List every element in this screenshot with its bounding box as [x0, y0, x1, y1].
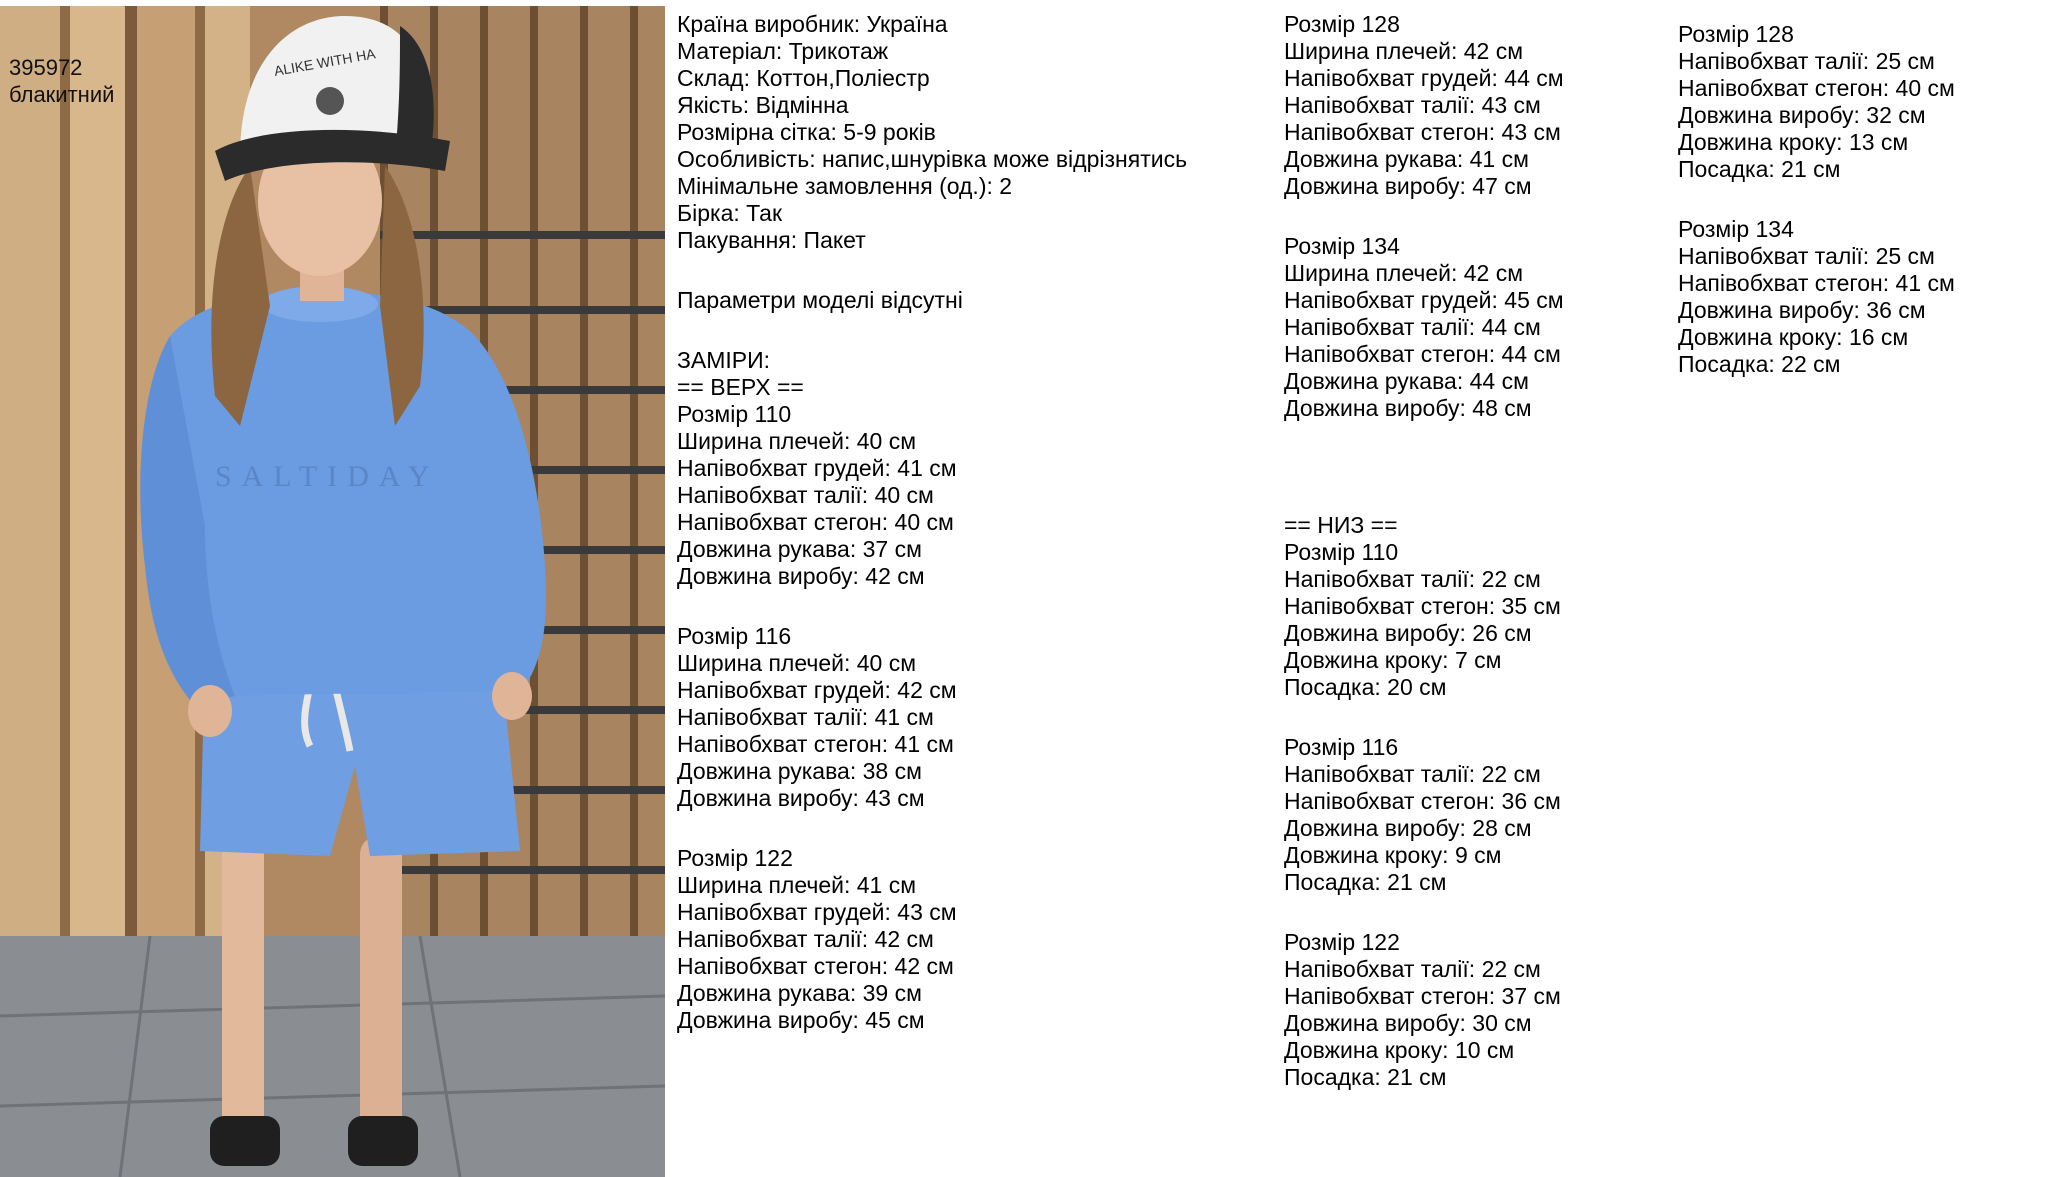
size-line: Посадка: 22 см [1678, 351, 1841, 377]
size-line: Довжина виробу: 30 см [1284, 1010, 1532, 1036]
info-line: Мінімальне замовлення (од.): 2 [677, 173, 1013, 199]
size-line: Довжина рукава: 39 см [677, 980, 922, 1006]
size-line: Довжина кроку: 7 см [1284, 647, 1502, 673]
size-line: Довжина рукава: 37 см [677, 536, 922, 562]
size-line: Напівобхват стегон: 40 см [677, 509, 954, 535]
size-line: Довжина виробу: 28 см [1284, 815, 1532, 841]
size-line: Напівобхват стегон: 44 см [1284, 341, 1561, 367]
size-line: Ширина плечей: 41 см [677, 872, 917, 898]
specs-column-1 [677, 11, 1187, 1034]
size-line: Довжина рукава: 38 см [677, 758, 922, 784]
product-photo [0, 6, 665, 1177]
size-line: Напівобхват талії: 44 см [1284, 314, 1541, 340]
size-line: Довжина кроку: 16 см [1678, 324, 1909, 350]
size-line: Напівобхват грудей: 41 см [677, 455, 957, 481]
info-line: Матеріал: Трикотаж [677, 38, 889, 64]
size-line: Напівобхват стегон: 37 см [1284, 983, 1561, 1009]
size-line: Довжина кроку: 13 см [1678, 129, 1909, 155]
size-title: Розмір 116 [677, 623, 792, 649]
size-line: Ширина плечей: 42 см [1284, 260, 1524, 286]
info-line: Особливість: напис,шнурівка може відрізнятись [677, 146, 1188, 172]
shirt-print: SALTIDAY [215, 460, 440, 493]
size-line: Ширина плечей: 40 см [677, 650, 917, 676]
size-title: Розмір 134 [1284, 233, 1400, 259]
size-line: Довжина рукава: 41 см [1284, 146, 1529, 172]
size-title: Розмір 110 [677, 401, 792, 427]
size-line: Напівобхват грудей: 43 см [677, 899, 957, 925]
size-line: Напівобхват стегон: 40 см [1678, 75, 1955, 101]
top-section-title: == ВЕРХ == [677, 374, 804, 400]
size-line: Довжина кроку: 10 см [1284, 1037, 1515, 1063]
size-line: Напівобхват талії: 25 см [1678, 243, 1935, 269]
size-title: Розмір 128 [1678, 21, 1794, 47]
size-line: Довжина виробу: 36 см [1678, 297, 1926, 323]
size-line: Напівобхват грудей: 45 см [1284, 287, 1564, 313]
size-line: Напівобхват стегон: 35 см [1284, 593, 1561, 619]
info-line: Пакування: Пакет [677, 227, 866, 253]
info-line: Склад: Коттон,Поліестр [677, 65, 930, 91]
size-line: Напівобхват талії: 42 см [677, 926, 934, 952]
size-line: Напівобхват стегон: 41 см [1678, 270, 1955, 296]
info-line: Розмірна сітка: 5-9 років [677, 119, 936, 145]
size-line: Напівобхват талії: 22 см [1284, 956, 1541, 982]
size-line: Довжина виробу: 32 см [1678, 102, 1926, 128]
size-line: Довжина виробу: 43 см [677, 785, 925, 811]
specs-column-2 [1284, 11, 1564, 1091]
size-line: Ширина плечей: 40 см [677, 428, 917, 454]
model-note: Параметри моделі відсутні [677, 287, 963, 313]
size-title: Розмір 116 [1284, 734, 1399, 760]
size-line: Посадка: 21 см [1284, 869, 1447, 895]
size-line: Довжина кроку: 9 см [1284, 842, 1502, 868]
info-line: Якість: Відмінна [677, 92, 849, 118]
size-line: Напівобхват талії: 43 см [1284, 92, 1541, 118]
size-line: Довжина виробу: 48 см [1284, 395, 1532, 421]
size-title: Розмір 122 [677, 845, 793, 871]
size-title: Розмір 134 [1678, 216, 1794, 242]
size-line: Напівобхват талії: 25 см [1678, 48, 1935, 74]
size-line: Напівобхват талії: 22 см [1284, 761, 1541, 787]
size-title: Розмір 122 [1284, 929, 1400, 955]
info-line: Країна виробник: Україна [677, 11, 948, 37]
size-title: Розмір 128 [1284, 11, 1400, 37]
size-line: Напівобхват стегон: 36 см [1284, 788, 1561, 814]
size-line: Напівобхват талії: 41 см [677, 704, 934, 730]
size-line: Напівобхват стегон: 42 см [677, 953, 954, 979]
size-line: Довжина виробу: 47 см [1284, 173, 1532, 199]
specs-column-3 [1678, 21, 1955, 378]
color-name: блакитний [9, 82, 115, 107]
size-line: Довжина виробу: 42 см [677, 563, 925, 589]
size-line: Довжина виробу: 45 см [677, 1007, 925, 1033]
size-line: Напівобхват стегон: 43 см [1284, 119, 1561, 145]
size-line: Напівобхват грудей: 42 см [677, 677, 957, 703]
size-line: Напівобхват талії: 22 см [1284, 566, 1541, 592]
size-line: Ширина плечей: 42 см [1284, 38, 1524, 64]
measurements-title: ЗАМІРИ: [677, 347, 771, 373]
size-title: Розмір 110 [1284, 539, 1399, 565]
info-line: Бірка: Так [677, 200, 783, 226]
size-line: Посадка: 20 см [1284, 674, 1447, 700]
sku-code: 395972 [9, 55, 83, 80]
sku-label [9, 54, 114, 108]
size-line: Посадка: 21 см [1284, 1064, 1447, 1090]
size-line: Напівобхват грудей: 44 см [1284, 65, 1564, 91]
cap-print: ALIKE WITH HA [272, 45, 377, 79]
size-line: Посадка: 21 см [1678, 156, 1841, 182]
bottom-section-title: == НИЗ == [1284, 512, 1398, 538]
size-line: Напівобхват стегон: 41 см [677, 731, 954, 757]
size-line: Довжина виробу: 26 см [1284, 620, 1532, 646]
size-line: Довжина рукава: 44 см [1284, 368, 1529, 394]
size-line: Напівобхват талії: 40 см [677, 482, 934, 508]
